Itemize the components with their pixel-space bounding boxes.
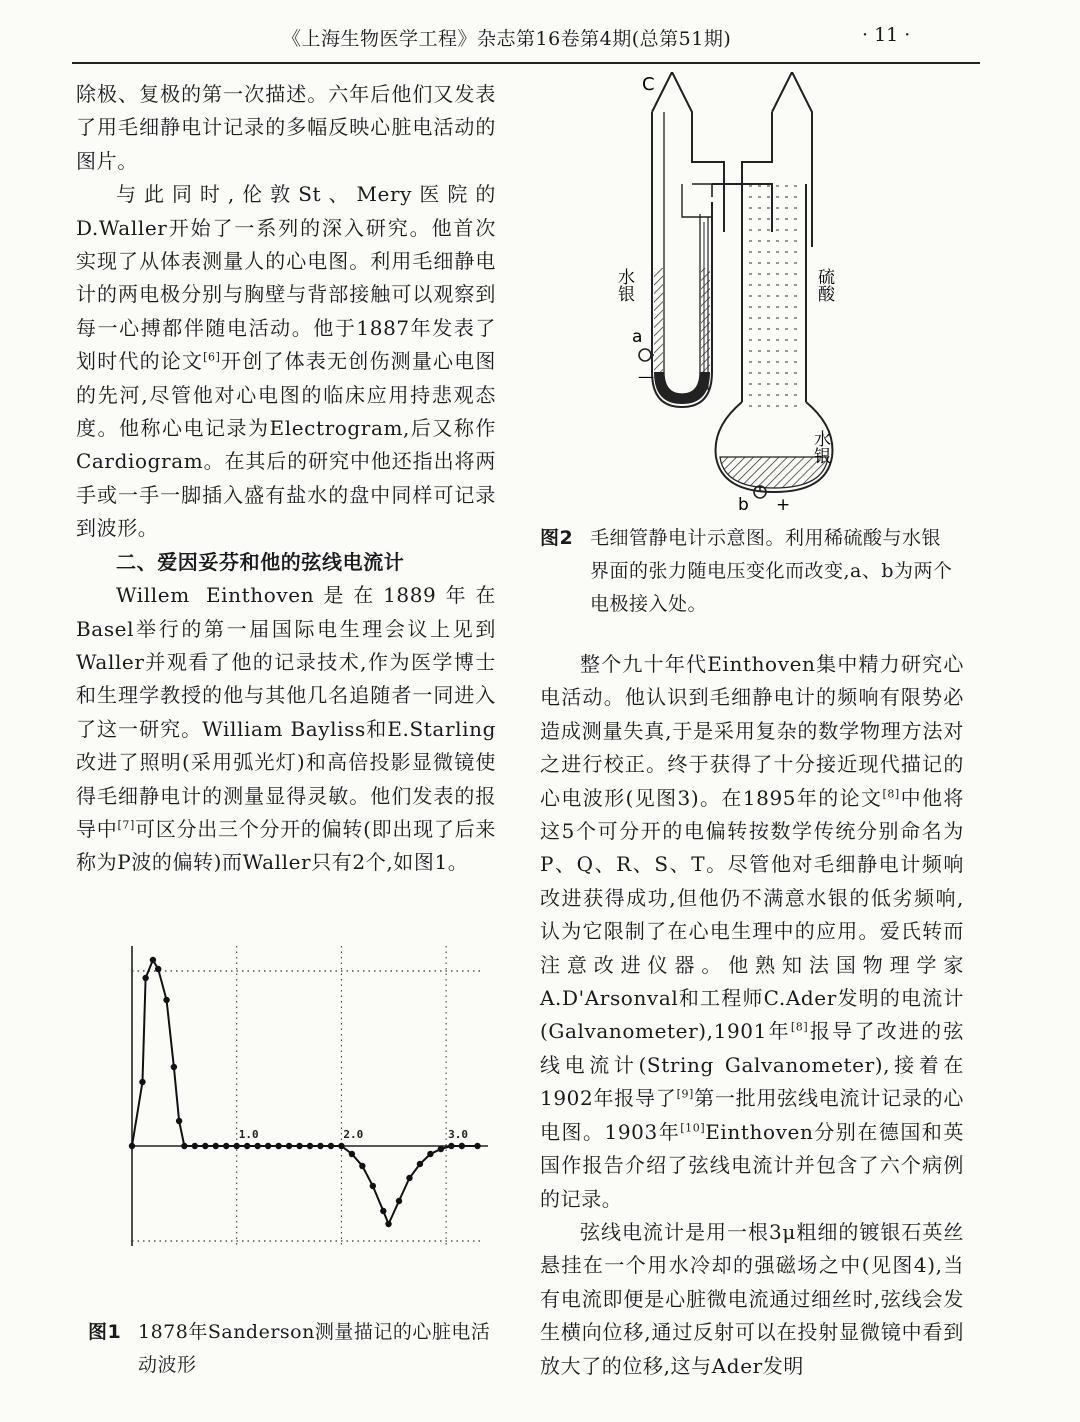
paragraph-5: 弦线电流计是用一根3μ粗细的镀银石英丝悬挂在一个用水冷却的强磁场之中(见图4),当有电流即便是心脏微电流通过细丝时,弦线会发生横向位移,通过反射可以在投射显微镜中看到放大了的位移,这与Ader发明 <box>540 1219 964 1378</box>
data-point <box>396 1198 402 1204</box>
label-a: a <box>632 327 643 347</box>
data-point <box>171 1064 177 1070</box>
data-point <box>275 1143 281 1149</box>
data-point <box>213 1143 219 1149</box>
ref-7: [7] <box>117 818 135 832</box>
paragraph-3: Willem Einthoven是在1889年在Basel举行的第一届国际电生理会议上见到Waller并观看了他的记录技术,作为医学博士和生理学教授的他与其他几名追随者一同进入了这一研究。William Bayliss和E.Starling改进了照明(采用弧光灯)和高倍投影显微镜使得毛细静电计的测量显得灵敏。他们发表的报导中[7]可区分出三个分开的偏转(即出现了后来称为P波的偏转)而Waller只有2个,如图1。 <box>76 583 496 875</box>
label-c: C <box>642 74 655 95</box>
data-point <box>406 1175 412 1181</box>
data-point <box>417 1161 423 1167</box>
data-point <box>254 1143 260 1149</box>
x-tick-label: 2.0 <box>343 1128 364 1141</box>
data-point <box>129 1143 135 1149</box>
data-point <box>338 1143 344 1149</box>
journal-title: 《上海生物医学工程》杂志第16卷第4期(总第51期) <box>282 28 732 50</box>
figure-1-caption <box>88 1316 508 1376</box>
data-point <box>142 975 148 981</box>
sanderson-wave-chart <box>118 936 498 1256</box>
data-point <box>427 1151 433 1157</box>
label-acid: 硫酸 <box>814 268 834 302</box>
header-rule <box>72 62 980 64</box>
ref-10: [10] <box>680 1121 706 1135</box>
paragraph-1: 除极、复极的第一次描述。六年后他们又发表了用毛细静电计记录的多幅反映心脏电活动的图片。 <box>76 82 496 173</box>
figure-2-label: 图2 <box>540 527 574 549</box>
data-point <box>380 1208 386 1214</box>
figure-1-label: 图1 <box>88 1321 122 1343</box>
data-point <box>176 1118 182 1124</box>
data-point <box>474 1143 480 1149</box>
data-point <box>385 1221 391 1227</box>
data-point <box>296 1143 302 1149</box>
data-point <box>155 966 161 972</box>
ref-9: [9] <box>676 1087 694 1101</box>
x-tick-label: 1.0 <box>238 1128 259 1141</box>
data-point <box>286 1143 292 1149</box>
data-point <box>438 1146 444 1152</box>
figure-2-caption <box>540 522 960 615</box>
ref-8a: [8] <box>882 786 900 800</box>
paragraph-4: 整个九十年代Einthoven集中精力研究心电活动。他认识到毛细静电计的频响有限势必造成测量失真,于是采用复杂的数学物理方法对之进行校正。终于获得了十分接近现代描记的心电波形(见图3)。在1895年的论文[8]中他将这5个可分开的电偏转按数学传统分别命名为P、Q、R、S、T。尽管他对毛细静电计频响改进获得成功,但他仍不满意水银的低劣频响,认为它限制了在心电生理中的应用。爱氏转而注意改进仪器。他熟知法国物理学家A.D'Arsonval和工程师C.Ader发明的电流计(Galvanometer),1901年[8]报导了改进的弦线电流计(String Galvanometer),接着在1902年报导了[9]第一批用弦线电流计记录的心电图。1903年[10]Einthoven分别在德国和英国作报告介绍了弦线电流计并包含了六个病例的记录。 <box>540 652 965 1211</box>
label-plus: + <box>776 495 791 512</box>
capillary-electrometer-figure <box>612 72 852 512</box>
running-header <box>0 20 1080 60</box>
label-minus: — <box>638 367 654 386</box>
data-point <box>359 1163 365 1169</box>
data-point <box>307 1143 313 1149</box>
data-point <box>139 1079 145 1085</box>
series-line <box>132 960 478 1224</box>
label-mercury-left: 水银 <box>614 268 634 302</box>
page-number: · 11 · <box>862 24 911 46</box>
data-point <box>202 1143 208 1149</box>
ref-6: [6] <box>203 350 221 364</box>
data-point <box>244 1143 250 1149</box>
label-mercury-bottom: 水银 <box>810 430 830 464</box>
data-point <box>370 1183 376 1189</box>
data-point <box>317 1143 323 1149</box>
data-point <box>223 1143 229 1149</box>
data-point <box>150 957 156 963</box>
left-column <box>76 78 496 880</box>
data-point <box>234 1143 240 1149</box>
data-point <box>192 1143 198 1149</box>
data-point <box>163 997 169 1003</box>
label-b: b <box>738 495 749 512</box>
ref-8b: [8] <box>790 1020 809 1034</box>
right-column <box>540 648 964 1383</box>
data-point <box>448 1143 454 1149</box>
data-point <box>459 1143 465 1149</box>
data-point <box>181 1143 187 1149</box>
data-point <box>349 1151 355 1157</box>
x-tick-label: 3.0 <box>448 1128 468 1141</box>
figure-2-caption-text: 毛细管静电计示意图。利用稀硫酸与水银界面的张力随电压变化而改变,a、b为两个电极接入处。 <box>590 527 953 615</box>
data-point <box>328 1143 334 1149</box>
data-point <box>265 1143 271 1149</box>
section-title: 二、爱因妥芬和他的弦线电流计 <box>116 549 405 574</box>
paragraph-2: 与此同时,伦敦St、Mery医院的D.Waller开始了一系列的深入研究。他首次实现了从体表测量人的心电图。利用毛细静电计的两电极分别与胸壁与背部接触可以观察到每一心搏都伴随电活动。他于1887年发表了划时代的论文[6]开创了体表无创伤测量心电图的先河,尽管他对心电图的临床应用持悲观态度。他称心电记录为Electrogram,后又称作Cardiogram。在其后的研究中他还指出将两手或一手一脚插入盛有盐水的盘中同样可记录到波形。 <box>76 182 496 541</box>
figure-1-caption-text: 1878年Sanderson测量描记的心脏电活动波形 <box>138 1321 491 1376</box>
